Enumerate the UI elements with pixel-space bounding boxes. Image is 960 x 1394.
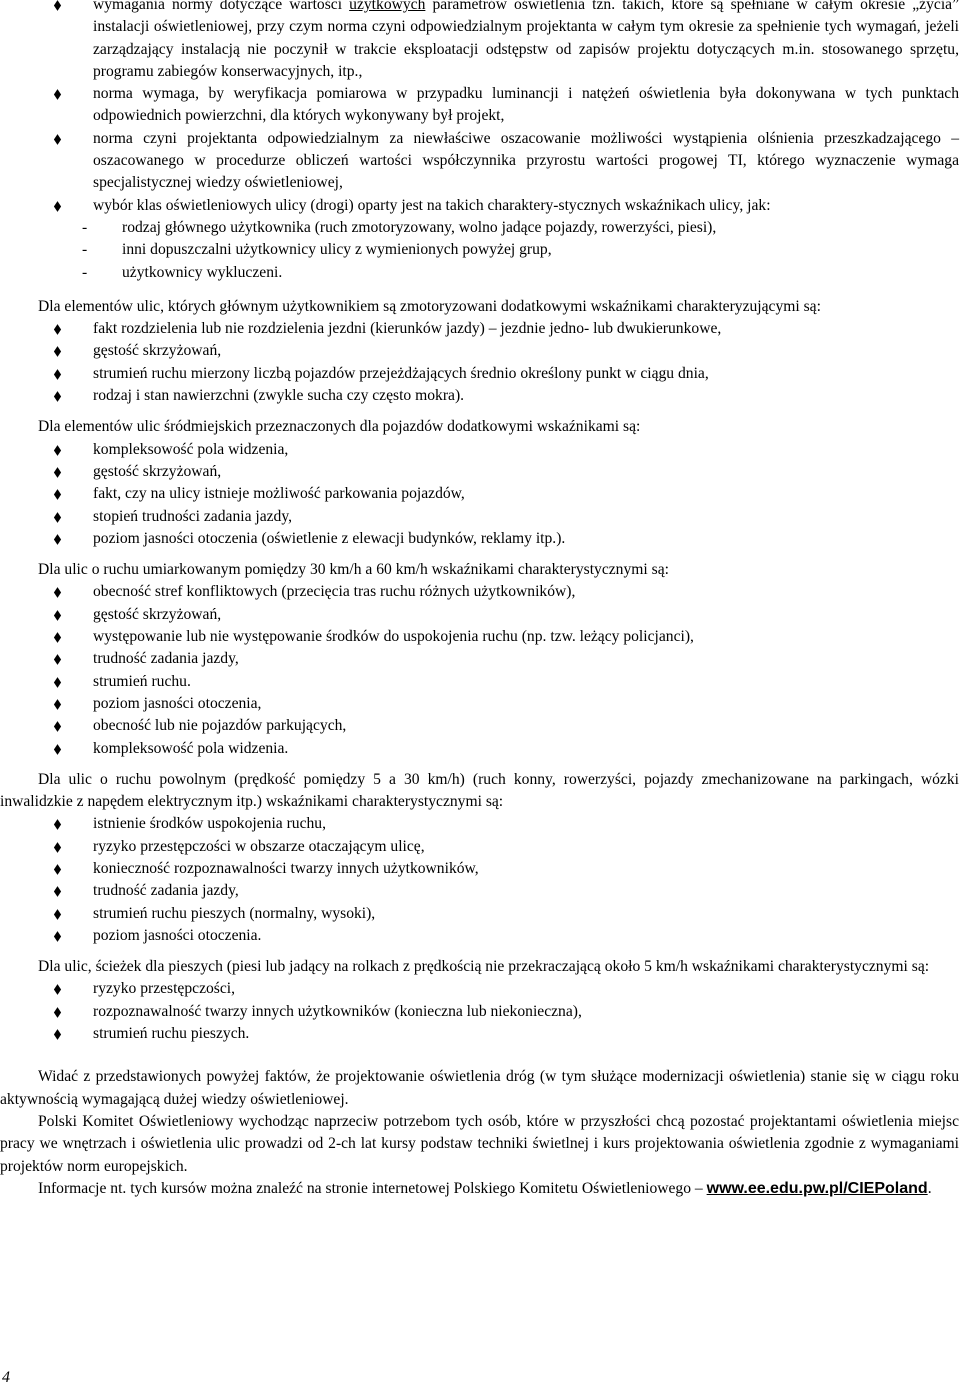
diamond-bullet-icon [53, 534, 62, 545]
diamond-bullet-icon [53, 391, 62, 402]
section-heading: Dla elementów ulic śródmiejskich przeznaczonych dla pojazdów dodatkowymi wskaźnikami są: [38, 418, 641, 436]
dash-marker: - [82, 218, 88, 236]
page-number: 4 [2, 1369, 10, 1386]
list-item [0, 83, 960, 128]
dash-text: rodzaj głównego użytkownika (ruch zmotoryzowany, wolno jadące pojazdy, rowerzyści, piesi), [122, 218, 717, 236]
bullet-text: gęstość skrzyżowań, [93, 342, 222, 360]
diamond-bullet-icon [53, 677, 62, 688]
list-item [0, 925, 960, 947]
diamond-bullet-icon [53, 864, 62, 875]
list-item [0, 1023, 960, 1045]
list-item [0, 461, 960, 483]
bullet-text: kompleksowość pola widzenia, [93, 440, 289, 458]
bullet-text: norma czyni projektanta odpowiedzialnym za niewłaściwe oszacowanie możliwości wystąpienia olśnienia przeszkadzającego – oszacowanego w procedurze obliczeń wartości współczynnika przyrostu wartości progowej TI, którego wyznaczenie wymaga specjalistycznej wiedzy oświetleniowej, [93, 129, 959, 192]
bullet-text: strumień ruchu mierzony liczbą pojazdów przejeżdżających średnio określony punkt w ciągu dnia, [93, 364, 709, 382]
list-item [0, 0, 960, 83]
info-text: Informacje nt. tych kursów można znaleźć na stronie internetowej Polskiego Komitetu Oświetleniowego – [38, 1179, 703, 1197]
bullet-text: rodzaj i stan nawierzchni (zwykle sucha czy często mokra). [93, 387, 465, 405]
bullet-text: trudność zadania jazdy, [93, 882, 239, 900]
list-item [0, 715, 960, 737]
list-item [0, 128, 960, 195]
bullet-text: ryzyko przestępczości w obszarze otaczającym ulicę, [93, 837, 425, 855]
bullet-text: gęstość skrzyżowań, [93, 462, 222, 480]
diamond-bullet-icon [53, 587, 62, 598]
diamond-bullet-icon [53, 89, 62, 100]
ciepoland-link[interactable]: www.ee.edu.pw.pl/CIEPoland [706, 1179, 928, 1197]
bullet-text: fakt, czy na ulicy istnieje możliwość parkowania pojazdów, [93, 485, 465, 503]
section-heading: Dla ulic o ruchu powolnym (prędkość pomiędzy 5 a 30 km/h) (ruch konny, rowerzyści, pojazdy zmechanizowane na parkingach, wózki inwalidzkie z napędem elektrycznym itp.) wskaźnikami charakterystycznymi są: [0, 770, 959, 811]
dash-text: użytkownicy wykluczeni. [122, 263, 283, 281]
diamond-bullet-icon [53, 931, 62, 942]
diamond-bullet-icon [53, 512, 62, 523]
diamond-bullet-icon [53, 201, 62, 212]
user-dash-list [0, 217, 960, 284]
list-item [0, 483, 960, 505]
bullet-text: poziom jasności otoczenia, [93, 694, 262, 712]
dash-text: inni dopuszczalni użytkownicy ulicy z wymienionych powyżej grup, [122, 241, 552, 259]
diamond-bullet-icon [53, 467, 62, 478]
bullet-text: gęstość skrzyżowań, [93, 605, 222, 623]
bullet-text: strumień ruchu pieszych (normalny, wysoki), [93, 904, 376, 922]
diamond-bullet-icon [53, 909, 62, 920]
list-item [0, 195, 960, 217]
diamond-bullet-icon [53, 984, 62, 995]
diamond-bullet-icon [53, 842, 62, 853]
dash-item [0, 239, 960, 261]
bullet-text: poziom jasności otoczenia. [93, 926, 262, 944]
list-item [0, 626, 960, 648]
list-item [0, 581, 960, 603]
dash-marker: - [82, 241, 88, 259]
closing-paragraph: Widać z przedstawionych powyżej faktów, że projektowanie oświetlenia dróg (w tym służące modernizacji oświetlenia) stanie się w ciągu roku aktywnością wymagającą dużej wiedzy oświetleniowej. [0, 1068, 959, 1108]
diamond-bullet-icon [53, 744, 62, 755]
diamond-bullet-icon [53, 886, 62, 897]
diamond-bullet-icon [53, 489, 62, 500]
bullet-text: trudność zadania jazdy, [93, 650, 239, 668]
diamond-bullet-icon [53, 699, 62, 710]
list-item [0, 363, 960, 385]
list-item [0, 1001, 960, 1023]
diamond-bullet-icon [53, 654, 62, 665]
diamond-bullet-icon [53, 1029, 62, 1040]
bullet-text: obecność stref konfliktowych (przecięcia tras ruchu różnych użytkowników), [93, 583, 576, 601]
underlined-word: użytkowych [349, 0, 426, 13]
list-item [0, 604, 960, 626]
bullet-text: strumień ruchu pieszych. [93, 1025, 250, 1043]
dash-item [0, 217, 960, 239]
intro-bullet-list [0, 0, 960, 217]
bullet-text-start: wymagania normy dotyczące wartości [93, 0, 350, 13]
list-item [0, 903, 960, 925]
list-item [0, 880, 960, 902]
diamond-bullet-icon [53, 0, 62, 11]
section-heading: Dla ulic, ścieżek dla pieszych (piesi lub jadący na rolkach z prędkością nie przekraczającą około 5 km/h wskaźnikami charakterystycznymi są: [38, 958, 930, 976]
list-item [0, 439, 960, 461]
list-item [0, 858, 960, 880]
bullet-text: występowanie lub nie występowanie środków do uspokojenia ruchu (np. tzw. leżący policjanci), [93, 628, 694, 646]
bullet-text: ryzyko przestępczości, [93, 980, 236, 998]
list-item [0, 978, 960, 1000]
list-item [0, 340, 960, 362]
bullet-text: konieczność rozpoznawalności twarzy innych użytkowników, [93, 859, 479, 877]
bullet-text: kompleksowość pola widzenia. [93, 739, 289, 757]
section-bullet-list [0, 978, 960, 1045]
dash-item [0, 262, 960, 284]
diamond-bullet-icon [53, 721, 62, 732]
list-item [0, 318, 960, 340]
section-heading: Dla ulic o ruchu umiarkowanym pomiędzy 30 km/h a 60 km/h wskaźnikami charakterystycznymi są: [38, 561, 669, 579]
diamond-bullet-icon [53, 324, 62, 335]
bullet-text: poziom jasności otoczenia (oświetlenie z elewacji budynków, reklamy itp.). [93, 529, 566, 547]
section-bullet-list [0, 813, 960, 947]
section-bullet-list [0, 439, 960, 550]
bullet-text-end: parametrów oświetlenia tzn. takich, które są spełniane w całym okresie „życia” instalacji oświetleniowej, przy czym norma czyni odpowiedzialnym projektanta w całym tym okresie za spełnienie tych wymagań, jeżeli zarządzający instalacją nie poczynił w trakcie eksploatacji odstępstw od zapisów projektu dotyczących m.in. stosowanego sprzętu, programu zabiegów konserwacyjnych, itp., [93, 0, 959, 80]
bullet-text: fakt rozdzielenia lub nie rozdzielenia jezdni (kierunków jazdy) – jezdnie jedno- lub dwukierunkowe, [93, 320, 722, 338]
bullet-text: obecność lub nie pojazdów parkujących, [93, 717, 347, 735]
bullet-text: istnienie środków uspokojenia ruchu, [93, 815, 327, 833]
diamond-bullet-icon [53, 1007, 62, 1018]
diamond-bullet-icon [53, 632, 62, 643]
list-item [0, 385, 960, 407]
closing-paragraph: Polski Komitet Oświetleniowy wychodząc naprzeciw potrzebom tych osób, które w przyszłości chcą pozostać projektantami oświetlenia miejsc pracy we wnętrzach i oświetlenia ulic prowadzi od 2-ch lat kursy podstaw techniki świetlnej i kurs projektowania oświetlenia zgodnie z wymaganiami projektów norm europejskich. [0, 1112, 959, 1175]
bullet-text: wybór klas oświetleniowych ulicy (drogi) oparty jest na takich charaktery-stycznych wskaźnikach ulicy, jak: [93, 196, 771, 214]
list-item [0, 836, 960, 858]
list-item [0, 738, 960, 760]
diamond-bullet-icon [53, 819, 62, 830]
list-item [0, 528, 960, 550]
list-item [0, 671, 960, 693]
bullet-text: stopień trudności zadania jazdy, [93, 507, 293, 525]
section-heading: Dla elementów ulic, których głównym użytkownikiem są zmotoryzowani dodatkowymi wskaźnikami charakteryzującymi są: [38, 297, 821, 315]
diamond-bullet-icon [53, 445, 62, 456]
section-bullet-list [0, 581, 960, 759]
list-item [0, 813, 960, 835]
url-suffix: . [927, 1179, 932, 1197]
section-bullet-list [0, 318, 960, 407]
bullet-text: strumień ruchu. [93, 672, 191, 690]
bullet-text: rozpoznawalność twarzy innych użytkowników (konieczna lub niekonieczna), [93, 1002, 582, 1020]
diamond-bullet-icon [53, 134, 62, 145]
diamond-bullet-icon [53, 369, 62, 380]
bullet-text: norma wymaga, by weryfikacja pomiarowa w przypadku luminancji i natężeń oświetlenia była dokonywana w tych punktach odpowiednich powierzchni, dla których wykonywany był projekt, [93, 85, 959, 125]
list-item [0, 506, 960, 528]
list-item [0, 648, 960, 670]
dash-marker: - [82, 263, 88, 281]
diamond-bullet-icon [53, 610, 62, 621]
list-item [0, 693, 960, 715]
diamond-bullet-icon [53, 346, 62, 357]
closing-paragraph [0, 1178, 960, 1200]
